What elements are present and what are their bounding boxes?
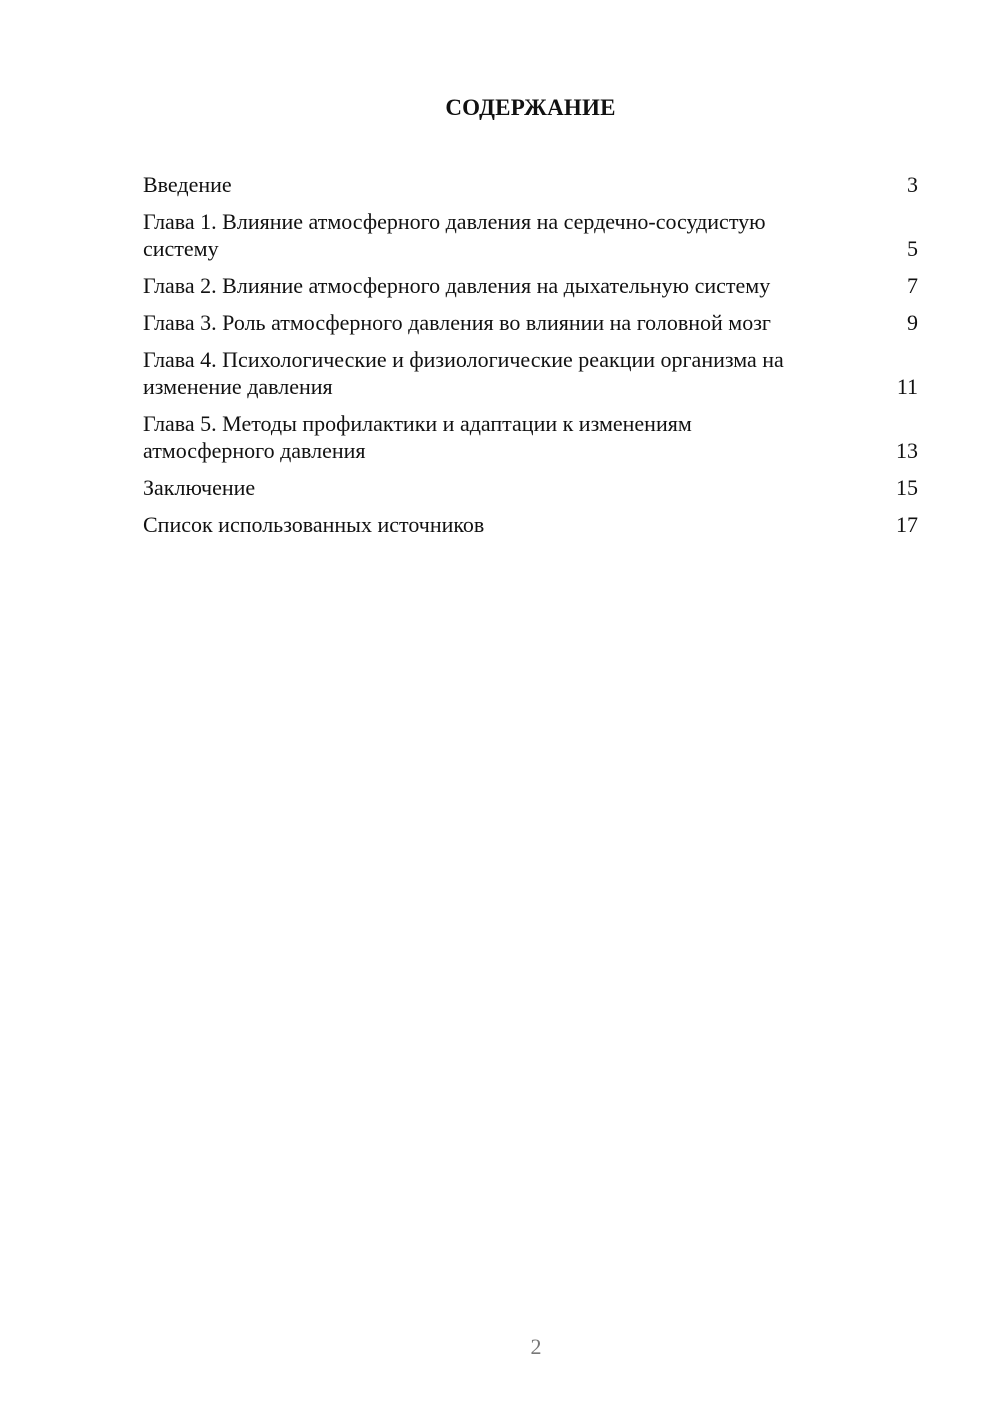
toc-entry-chapter-2 — [143, 272, 918, 299]
toc-entry-label: Глава 3. Роль атмосферного давления во влиянии на головной мозг — [143, 310, 771, 335]
toc-entry-page: 3 — [907, 172, 918, 197]
toc-entry-label: Глава 4. Психологические и физиологические реакции организма на изменение давления — [143, 347, 784, 399]
toc-entry-page: 17 — [896, 512, 918, 537]
toc-entry-chapter-3 — [143, 309, 918, 336]
toc-entry-page: 13 — [896, 438, 918, 463]
toc-title: СОДЕРЖАНИЕ — [445, 95, 616, 120]
toc-entry-chapter-1 — [143, 208, 918, 262]
toc-entry-chapter-5 — [143, 410, 918, 464]
toc-entry-page: 7 — [907, 273, 918, 298]
page-number: 2 — [530, 1334, 542, 1359]
toc-entry-label: Введение — [143, 172, 232, 197]
toc-entry-page: 9 — [907, 310, 918, 335]
toc-entry-conclusion — [143, 474, 918, 501]
toc-entry-label: Список использованных источников — [143, 512, 485, 537]
toc-entry-introduction — [143, 171, 918, 198]
toc-entry-references — [143, 511, 918, 538]
toc-entry-page: 15 — [896, 475, 918, 500]
toc-entry-page: 11 — [896, 374, 918, 399]
toc-entry-label: Глава 1. Влияние атмосферного давления на сердечно-сосудистую систему — [143, 209, 766, 261]
toc-entry-label: Заключение — [143, 475, 256, 500]
toc-entry-chapter-4 — [143, 346, 918, 400]
table-of-contents — [143, 171, 918, 548]
toc-entry-label: Глава 2. Влияние атмосферного давления на дыхательную систему — [143, 273, 771, 298]
toc-entry-label: Глава 5. Методы профилактики и адаптации к изменениям атмосферного давления — [143, 411, 692, 463]
toc-entry-page: 5 — [907, 236, 918, 261]
